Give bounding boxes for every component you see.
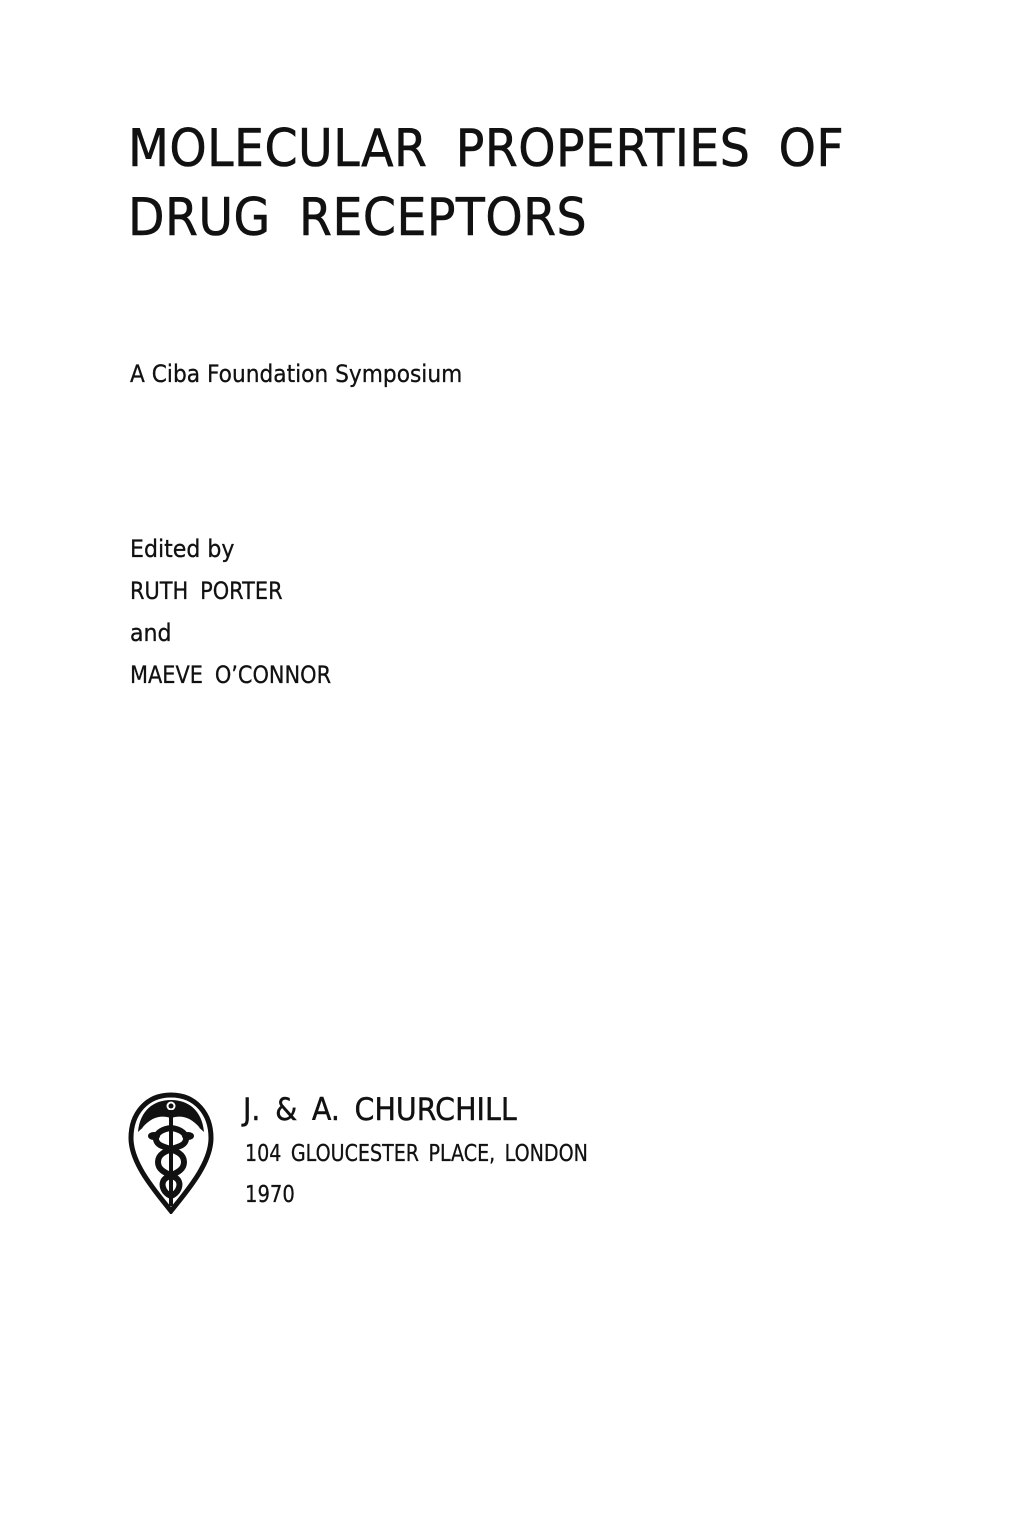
- editors-conjunction: and: [130, 619, 172, 647]
- publisher-name: J. & A. CHURCHILL: [243, 1092, 517, 1128]
- publication-year: 1970: [245, 1182, 295, 1208]
- book-title-line-1: MOLECULAR PROPERTIES OF: [128, 119, 845, 179]
- book-subtitle: A Ciba Foundation Symposium: [130, 360, 463, 388]
- editor-name-1: RUTH PORTER: [130, 577, 283, 605]
- publisher-address: 104 GLOUCESTER PLACE, LONDON: [245, 1141, 588, 1167]
- caduceus-shield-icon: [128, 1092, 214, 1214]
- book-title-line-2: DRUG RECEPTORS: [128, 188, 588, 248]
- editor-name-2: MAEVE O’CONNOR: [130, 661, 332, 689]
- edited-by-label: Edited by: [130, 535, 235, 563]
